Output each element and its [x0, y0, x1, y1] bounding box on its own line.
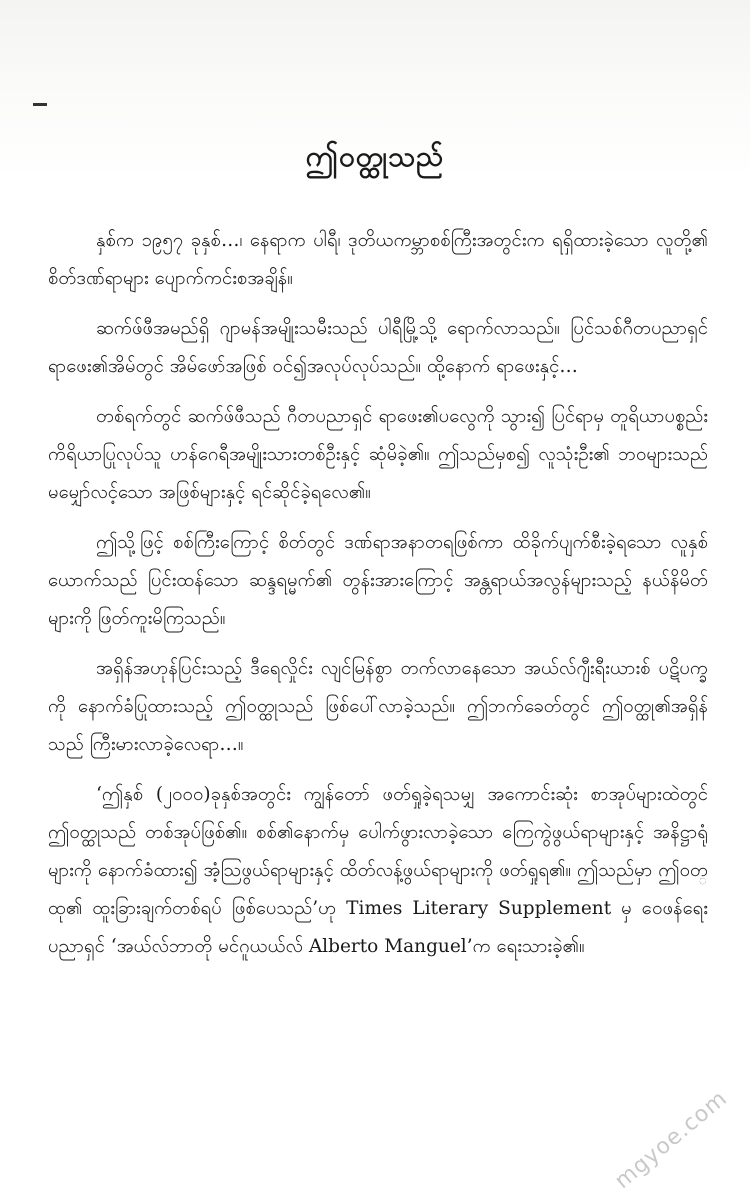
paragraph-2: ဆက်ဖ်ဖီအမည်ရှိ ဂျာမန်အမျိုးသမီးသည် ပါရီမြို့သို့ ရောက်လာသည်။ ပြင်သစ်ဂီတပညာရှင် ရာဖေး၏အိမ်တွင် အိမ်ဖော်အဖြစ် ၀င်၍အလုပ်လုပ်သည်။ ထို့နောက် ရာဖေးနှင့်… — [48, 318, 708, 377]
paragraph-3: တစ်ရက်တွင် ဆက်ဖ်ဖီသည် ဂီတပညာရှင် ရာဖေး၏ပလွေကို သွား၍ ပြင်ရာမှ တူရိယာပစ္စည်းကိရိယာပြုလုပ်သူ ဟန်ဂေရီအမျိုးသားတစ်ဦးနှင့် ဆုံမိခဲ့၏။ ဤသည်မှစ၍ လူသုံးဦး၏ ဘ၀များသည် မမျှော်လင့်သော အဖြစ်များနှင့် ရင်ဆိုင်ခဲ့ရလေ၏။ — [48, 406, 708, 503]
page-edge-mark — [33, 103, 47, 106]
body-text — [48, 222, 708, 978]
page-title: ဤ၀တ္ထုသည် — [305, 140, 445, 173]
watermark: mgyoe.com — [609, 1085, 732, 1194]
paragraph-5: အရှိန်အဟုန်ပြင်းသည့် ဒီရေလှိုင်း လျင်မြန်စွာ တက်လာနေသော အယ်လ်ဂျီးရီးယားစ် ပဋိပက္ခကို နောက်ခံပြုထားသည့် ဤ၀တ္ထုသည် ဖြစ်ပေါ်လာခဲ့သည်။ ဤဘက်ခေတ်တွင် ဤ၀တ္ထု၏အရှိန်သည် ကြီးမားလာခဲ့လေရာ…။ — [48, 658, 708, 755]
paragraph-1: နှစ်က ၁၉၅၇ ခုနှစ်…၊ နေရာက ပါရီ၊ ဒုတိယကမ္ဘာစစ်ကြီးအတွင်းက ရရှိထားခဲ့သော လူတို့၏ စိတ်ဒဏ်ရာများ ပျောက်ကင်းစအချိန်။ — [48, 230, 708, 289]
paragraph-4: ဤသို့ဖြင့် စစ်ကြီးကြောင့် စိတ်တွင် ဒဏ်ရာအနာတရဖြစ်ကာ ထိခိုက်ပျက်စီးခဲ့ရသော လူနှစ်ယောက်သည် ပြင်းထန်သော ဆန္ဒရမ္မက်၏ တွန်းအားကြောင့် အန္တရာယ်အလွန်များသည့် နယ်နိမိတ်များကို ဖြတ်ကူးမိကြသည်။ — [48, 532, 708, 629]
paragraph-6: ‘ဤနှစ် (၂၀၀၀)ခုနှစ်အတွင်း ကျွန်တော် ဖတ်ရှုခဲ့ရသမျှ အကောင်းဆုံး စာအုပ်များထဲတွင် ဤ၀တ္ထုသည် တစ်အုပ်ဖြစ်၏။ စစ်၏နောက်မှ ပေါက်ဖွားလာခဲ့သော ကြေကွဲဖွယ်ရာများနှင့် အနိဋ္ဌာရုံများကို နောက်ခံထား၍ အံ့သြဖွယ်ရာများနှင့် ထိတ်လန့်ဖွယ်ရာများကို ဖတ်ရှုရ၏။ ဤသည်မှာ ဤ၀တ္ထု၏ ထူးခြားချက်တစ်ရပ် ဖြစ်ပေသည်’ဟု Times Literary Supplement မှ ၀ေဖန်ရေးပညာရှင် ‘အယ်လ်ဘာတို မင်ဂူယယ်လ် Alberto Manguel’က ရေးသားခဲ့၏။ — [48, 784, 708, 957]
